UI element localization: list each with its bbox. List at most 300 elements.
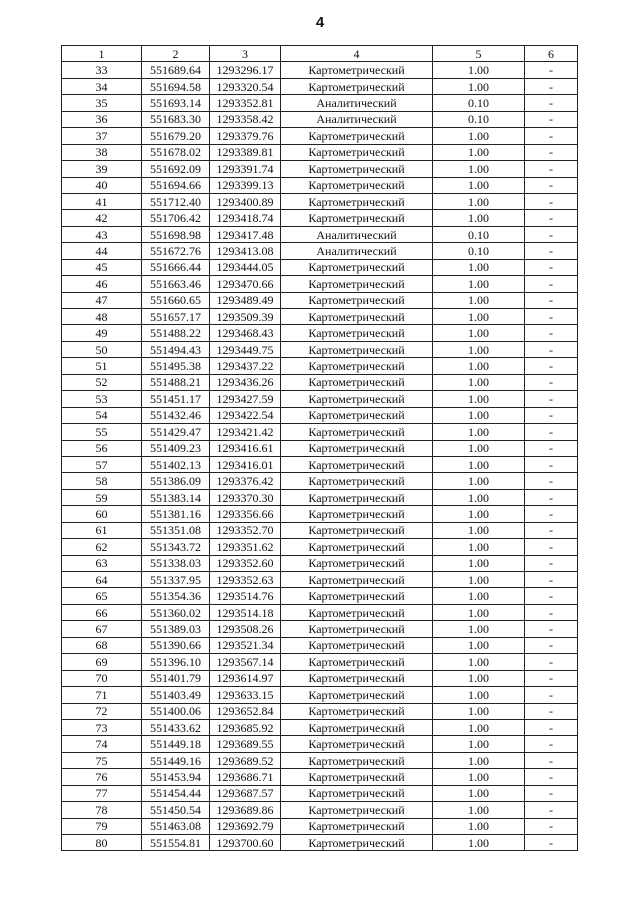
y-coordinate-cell: 1293686.71: [210, 769, 281, 785]
y-coordinate-cell: 1293418.74: [210, 210, 281, 226]
note-cell: -: [525, 226, 578, 242]
method-cell: Картометрический: [281, 276, 433, 292]
point-number-cell: 56: [62, 440, 142, 456]
table-row: [62, 358, 578, 374]
table-row: [62, 785, 578, 801]
x-coordinate-cell: 551666.44: [142, 259, 210, 275]
y-coordinate-cell: 1293416.61: [210, 440, 281, 456]
y-coordinate-cell: 1293489.49: [210, 292, 281, 308]
x-coordinate-cell: 551495.38: [142, 358, 210, 374]
x-coordinate-cell: 551463.08: [142, 818, 210, 834]
y-coordinate-cell: 1293416.01: [210, 456, 281, 472]
note-cell: -: [525, 440, 578, 456]
table-row: [62, 687, 578, 703]
point-number-cell: 33: [62, 62, 142, 78]
method-cell: Картометрический: [281, 325, 433, 341]
note-cell: -: [525, 489, 578, 505]
note-cell: -: [525, 506, 578, 522]
note-cell: -: [525, 391, 578, 407]
table-row: [62, 440, 578, 456]
column-header-5: 5: [433, 46, 525, 62]
accuracy-cell: 1.00: [433, 210, 525, 226]
accuracy-cell: 1.00: [433, 637, 525, 653]
x-coordinate-cell: 551450.54: [142, 802, 210, 818]
table-row: [62, 309, 578, 325]
y-coordinate-cell: 1293687.57: [210, 785, 281, 801]
accuracy-cell: 1.00: [433, 522, 525, 538]
accuracy-cell: 1.00: [433, 785, 525, 801]
accuracy-cell: 1.00: [433, 62, 525, 78]
accuracy-cell: 1.00: [433, 506, 525, 522]
x-coordinate-cell: 551351.08: [142, 522, 210, 538]
point-number-cell: 79: [62, 818, 142, 834]
table-row: [62, 719, 578, 735]
note-cell: -: [525, 687, 578, 703]
point-number-cell: 75: [62, 752, 142, 768]
accuracy-cell: 1.00: [433, 604, 525, 620]
y-coordinate-cell: 1293352.70: [210, 522, 281, 538]
y-coordinate-cell: 1293427.59: [210, 391, 281, 407]
point-number-cell: 63: [62, 555, 142, 571]
y-coordinate-cell: 1293689.52: [210, 752, 281, 768]
table-row: [62, 637, 578, 653]
point-number-cell: 46: [62, 276, 142, 292]
table-row: [62, 473, 578, 489]
note-cell: -: [525, 177, 578, 193]
table-row: [62, 341, 578, 357]
point-number-cell: 52: [62, 374, 142, 390]
method-cell: Картометрический: [281, 489, 433, 505]
method-cell: Аналитический: [281, 95, 433, 111]
method-cell: Картометрический: [281, 785, 433, 801]
note-cell: -: [525, 522, 578, 538]
accuracy-cell: 1.00: [433, 621, 525, 637]
method-cell: Картометрический: [281, 654, 433, 670]
accuracy-cell: 1.00: [433, 719, 525, 735]
accuracy-cell: 1.00: [433, 489, 525, 505]
y-coordinate-cell: 1293470.66: [210, 276, 281, 292]
y-coordinate-cell: 1293370.30: [210, 489, 281, 505]
x-coordinate-cell: 551390.66: [142, 637, 210, 653]
table-row: [62, 95, 578, 111]
point-number-cell: 48: [62, 309, 142, 325]
accuracy-cell: 1.00: [433, 374, 525, 390]
x-coordinate-cell: 551433.62: [142, 719, 210, 735]
y-coordinate-cell: 1293391.74: [210, 161, 281, 177]
accuracy-cell: 1.00: [433, 572, 525, 588]
method-cell: Картометрический: [281, 670, 433, 686]
point-number-cell: 45: [62, 259, 142, 275]
method-cell: Аналитический: [281, 243, 433, 259]
x-coordinate-cell: 551337.95: [142, 572, 210, 588]
point-number-cell: 68: [62, 637, 142, 653]
x-coordinate-cell: 551689.64: [142, 62, 210, 78]
y-coordinate-cell: 1293614.97: [210, 670, 281, 686]
x-coordinate-cell: 551381.16: [142, 506, 210, 522]
y-coordinate-cell: 1293320.54: [210, 78, 281, 94]
y-coordinate-cell: 1293376.42: [210, 473, 281, 489]
x-coordinate-cell: 551343.72: [142, 539, 210, 555]
method-cell: Картометрический: [281, 144, 433, 160]
x-coordinate-cell: 551338.03: [142, 555, 210, 571]
note-cell: -: [525, 78, 578, 94]
table-row: [62, 210, 578, 226]
note-cell: -: [525, 276, 578, 292]
x-coordinate-cell: 551360.02: [142, 604, 210, 620]
accuracy-cell: 1.00: [433, 407, 525, 423]
method-cell: Картометрический: [281, 473, 433, 489]
y-coordinate-cell: 1293521.34: [210, 637, 281, 653]
y-coordinate-cell: 1293652.84: [210, 703, 281, 719]
note-cell: -: [525, 374, 578, 390]
accuracy-cell: 1.00: [433, 835, 525, 851]
point-number-cell: 61: [62, 522, 142, 538]
note-cell: -: [525, 407, 578, 423]
point-number-cell: 43: [62, 226, 142, 242]
x-coordinate-cell: 551692.09: [142, 161, 210, 177]
y-coordinate-cell: 1293508.26: [210, 621, 281, 637]
accuracy-cell: 1.00: [433, 325, 525, 341]
method-cell: Картометрический: [281, 703, 433, 719]
x-coordinate-cell: 551449.16: [142, 752, 210, 768]
note-cell: -: [525, 309, 578, 325]
accuracy-cell: 1.00: [433, 276, 525, 292]
method-cell: Картометрический: [281, 424, 433, 440]
point-number-cell: 78: [62, 802, 142, 818]
point-number-cell: 76: [62, 769, 142, 785]
note-cell: -: [525, 752, 578, 768]
point-number-cell: 44: [62, 243, 142, 259]
note-cell: -: [525, 341, 578, 357]
method-cell: Картометрический: [281, 769, 433, 785]
method-cell: Картометрический: [281, 621, 433, 637]
x-coordinate-cell: 551678.02: [142, 144, 210, 160]
table-row: [62, 539, 578, 555]
note-cell: -: [525, 637, 578, 653]
table-row: [62, 670, 578, 686]
note-cell: -: [525, 259, 578, 275]
note-cell: -: [525, 555, 578, 571]
method-cell: Картометрический: [281, 604, 433, 620]
x-coordinate-cell: 551660.65: [142, 292, 210, 308]
method-cell: Картометрический: [281, 177, 433, 193]
accuracy-cell: 1.00: [433, 588, 525, 604]
method-cell: Картометрический: [281, 588, 433, 604]
point-number-cell: 50: [62, 341, 142, 357]
y-coordinate-cell: 1293356.66: [210, 506, 281, 522]
table-row: [62, 276, 578, 292]
point-number-cell: 73: [62, 719, 142, 735]
table-row: [62, 769, 578, 785]
accuracy-cell: 0.10: [433, 243, 525, 259]
point-number-cell: 39: [62, 161, 142, 177]
coordinates-table: [61, 45, 578, 851]
accuracy-cell: 0.10: [433, 111, 525, 127]
method-cell: Картометрический: [281, 407, 433, 423]
table-row: [62, 177, 578, 193]
x-coordinate-cell: 551400.06: [142, 703, 210, 719]
point-number-cell: 38: [62, 144, 142, 160]
x-coordinate-cell: 551694.66: [142, 177, 210, 193]
x-coordinate-cell: 551389.03: [142, 621, 210, 637]
point-number-cell: 55: [62, 424, 142, 440]
table-row: [62, 78, 578, 94]
method-cell: Картометрический: [281, 62, 433, 78]
method-cell: Картометрический: [281, 752, 433, 768]
x-coordinate-cell: 551672.76: [142, 243, 210, 259]
accuracy-cell: 1.00: [433, 309, 525, 325]
table-row: [62, 259, 578, 275]
method-cell: Картометрический: [281, 440, 433, 456]
note-cell: -: [525, 161, 578, 177]
x-coordinate-cell: 551494.43: [142, 341, 210, 357]
x-coordinate-cell: 551402.13: [142, 456, 210, 472]
x-coordinate-cell: 551694.58: [142, 78, 210, 94]
accuracy-cell: 1.00: [433, 654, 525, 670]
point-number-cell: 62: [62, 539, 142, 555]
table-row: [62, 193, 578, 209]
accuracy-cell: 1.00: [433, 440, 525, 456]
y-coordinate-cell: 1293399.13: [210, 177, 281, 193]
column-header-1: 1: [62, 46, 142, 62]
point-number-cell: 69: [62, 654, 142, 670]
accuracy-cell: 0.10: [433, 226, 525, 242]
method-cell: Картометрический: [281, 161, 433, 177]
method-cell: Картометрический: [281, 193, 433, 209]
point-number-cell: 67: [62, 621, 142, 637]
accuracy-cell: 1.00: [433, 456, 525, 472]
note-cell: -: [525, 210, 578, 226]
method-cell: Картометрический: [281, 292, 433, 308]
accuracy-cell: 1.00: [433, 128, 525, 144]
y-coordinate-cell: 1293449.75: [210, 341, 281, 357]
table-row: [62, 62, 578, 78]
table-row: [62, 111, 578, 127]
note-cell: -: [525, 473, 578, 489]
table-row: [62, 588, 578, 604]
point-number-cell: 59: [62, 489, 142, 505]
accuracy-cell: 1.00: [433, 424, 525, 440]
accuracy-cell: 1.00: [433, 752, 525, 768]
method-cell: Картометрический: [281, 391, 433, 407]
method-cell: Картометрический: [281, 555, 433, 571]
x-coordinate-cell: 551354.36: [142, 588, 210, 604]
column-header-2: 2: [142, 46, 210, 62]
point-number-cell: 60: [62, 506, 142, 522]
note-cell: -: [525, 769, 578, 785]
note-cell: -: [525, 62, 578, 78]
note-cell: -: [525, 621, 578, 637]
column-header-6: 6: [525, 46, 578, 62]
note-cell: -: [525, 818, 578, 834]
table-row: [62, 292, 578, 308]
column-header-3: 3: [210, 46, 281, 62]
method-cell: Картометрический: [281, 358, 433, 374]
y-coordinate-cell: 1293700.60: [210, 835, 281, 851]
point-number-cell: 51: [62, 358, 142, 374]
method-cell: Картометрический: [281, 259, 433, 275]
note-cell: -: [525, 128, 578, 144]
accuracy-cell: 1.00: [433, 818, 525, 834]
accuracy-cell: 1.00: [433, 193, 525, 209]
note-cell: -: [525, 588, 578, 604]
accuracy-cell: 1.00: [433, 769, 525, 785]
table-row: [62, 325, 578, 341]
table-row: [62, 835, 578, 851]
table-body: [62, 62, 578, 851]
x-coordinate-cell: 551451.17: [142, 391, 210, 407]
method-cell: Картометрический: [281, 128, 433, 144]
point-number-cell: 80: [62, 835, 142, 851]
y-coordinate-cell: 1293417.48: [210, 226, 281, 242]
point-number-cell: 36: [62, 111, 142, 127]
accuracy-cell: 1.00: [433, 292, 525, 308]
table-row: [62, 654, 578, 670]
point-number-cell: 58: [62, 473, 142, 489]
y-coordinate-cell: 1293352.60: [210, 555, 281, 571]
accuracy-cell: 1.00: [433, 687, 525, 703]
accuracy-cell: 1.00: [433, 161, 525, 177]
table-row: [62, 604, 578, 620]
x-coordinate-cell: 551683.30: [142, 111, 210, 127]
point-number-cell: 41: [62, 193, 142, 209]
accuracy-cell: 1.00: [433, 703, 525, 719]
note-cell: -: [525, 604, 578, 620]
table-row: [62, 572, 578, 588]
accuracy-cell: 1.00: [433, 539, 525, 555]
method-cell: Аналитический: [281, 226, 433, 242]
x-coordinate-cell: 551396.10: [142, 654, 210, 670]
note-cell: -: [525, 424, 578, 440]
x-coordinate-cell: 551657.17: [142, 309, 210, 325]
table-row: [62, 522, 578, 538]
accuracy-cell: 1.00: [433, 341, 525, 357]
method-cell: Картометрический: [281, 572, 433, 588]
accuracy-cell: 0.10: [433, 95, 525, 111]
note-cell: -: [525, 736, 578, 752]
note-cell: -: [525, 358, 578, 374]
x-coordinate-cell: 551453.94: [142, 769, 210, 785]
method-cell: Картометрический: [281, 802, 433, 818]
note-cell: -: [525, 325, 578, 341]
y-coordinate-cell: 1293296.17: [210, 62, 281, 78]
table-row: [62, 506, 578, 522]
note-cell: -: [525, 539, 578, 555]
y-coordinate-cell: 1293351.62: [210, 539, 281, 555]
table-row: [62, 144, 578, 160]
y-coordinate-cell: 1293358.42: [210, 111, 281, 127]
y-coordinate-cell: 1293389.81: [210, 144, 281, 160]
accuracy-cell: 1.00: [433, 802, 525, 818]
point-number-cell: 53: [62, 391, 142, 407]
y-coordinate-cell: 1293422.54: [210, 407, 281, 423]
x-coordinate-cell: 551449.18: [142, 736, 210, 752]
y-coordinate-cell: 1293567.14: [210, 654, 281, 670]
page-number: 4: [315, 14, 325, 31]
point-number-cell: 54: [62, 407, 142, 423]
method-cell: Картометрический: [281, 736, 433, 752]
method-cell: Картометрический: [281, 210, 433, 226]
note-cell: -: [525, 292, 578, 308]
x-coordinate-cell: 551679.20: [142, 128, 210, 144]
point-number-cell: 37: [62, 128, 142, 144]
x-coordinate-cell: 551488.21: [142, 374, 210, 390]
x-coordinate-cell: 551554.81: [142, 835, 210, 851]
table-row: [62, 752, 578, 768]
x-coordinate-cell: 551693.14: [142, 95, 210, 111]
accuracy-cell: 1.00: [433, 177, 525, 193]
x-coordinate-cell: 551706.42: [142, 210, 210, 226]
y-coordinate-cell: 1293421.42: [210, 424, 281, 440]
point-number-cell: 57: [62, 456, 142, 472]
table-row: [62, 407, 578, 423]
table-row: [62, 456, 578, 472]
method-cell: Картометрический: [281, 818, 433, 834]
y-coordinate-cell: 1293509.39: [210, 309, 281, 325]
y-coordinate-cell: 1293468.43: [210, 325, 281, 341]
table-row: [62, 374, 578, 390]
y-coordinate-cell: 1293352.81: [210, 95, 281, 111]
table-row: [62, 161, 578, 177]
x-coordinate-cell: 551409.23: [142, 440, 210, 456]
point-number-cell: 49: [62, 325, 142, 341]
x-coordinate-cell: 551386.09: [142, 473, 210, 489]
point-number-cell: 74: [62, 736, 142, 752]
y-coordinate-cell: 1293352.63: [210, 572, 281, 588]
point-number-cell: 40: [62, 177, 142, 193]
note-cell: -: [525, 703, 578, 719]
point-number-cell: 42: [62, 210, 142, 226]
table-row: [62, 802, 578, 818]
method-cell: Картометрический: [281, 309, 433, 325]
point-number-cell: 64: [62, 572, 142, 588]
note-cell: -: [525, 670, 578, 686]
point-number-cell: 77: [62, 785, 142, 801]
accuracy-cell: 1.00: [433, 473, 525, 489]
method-cell: Картометрический: [281, 637, 433, 653]
point-number-cell: 47: [62, 292, 142, 308]
method-cell: Аналитический: [281, 111, 433, 127]
accuracy-cell: 1.00: [433, 555, 525, 571]
accuracy-cell: 1.00: [433, 391, 525, 407]
point-number-cell: 66: [62, 604, 142, 620]
method-cell: Картометрический: [281, 522, 433, 538]
method-cell: Картометрический: [281, 719, 433, 735]
accuracy-cell: 1.00: [433, 78, 525, 94]
point-number-cell: 71: [62, 687, 142, 703]
x-coordinate-cell: 551454.44: [142, 785, 210, 801]
table-row: [62, 128, 578, 144]
y-coordinate-cell: 1293436.26: [210, 374, 281, 390]
table-row: [62, 226, 578, 242]
y-coordinate-cell: 1293444.05: [210, 259, 281, 275]
column-header-4: 4: [281, 46, 433, 62]
x-coordinate-cell: 551432.46: [142, 407, 210, 423]
note-cell: -: [525, 654, 578, 670]
method-cell: Картометрический: [281, 539, 433, 555]
note-cell: -: [525, 785, 578, 801]
accuracy-cell: 1.00: [433, 736, 525, 752]
point-number-cell: 72: [62, 703, 142, 719]
y-coordinate-cell: 1293400.89: [210, 193, 281, 209]
x-coordinate-cell: 551488.22: [142, 325, 210, 341]
x-coordinate-cell: 551403.49: [142, 687, 210, 703]
y-coordinate-cell: 1293379.76: [210, 128, 281, 144]
accuracy-cell: 1.00: [433, 670, 525, 686]
x-coordinate-cell: 551698.98: [142, 226, 210, 242]
table-row: [62, 621, 578, 637]
method-cell: Картометрический: [281, 374, 433, 390]
